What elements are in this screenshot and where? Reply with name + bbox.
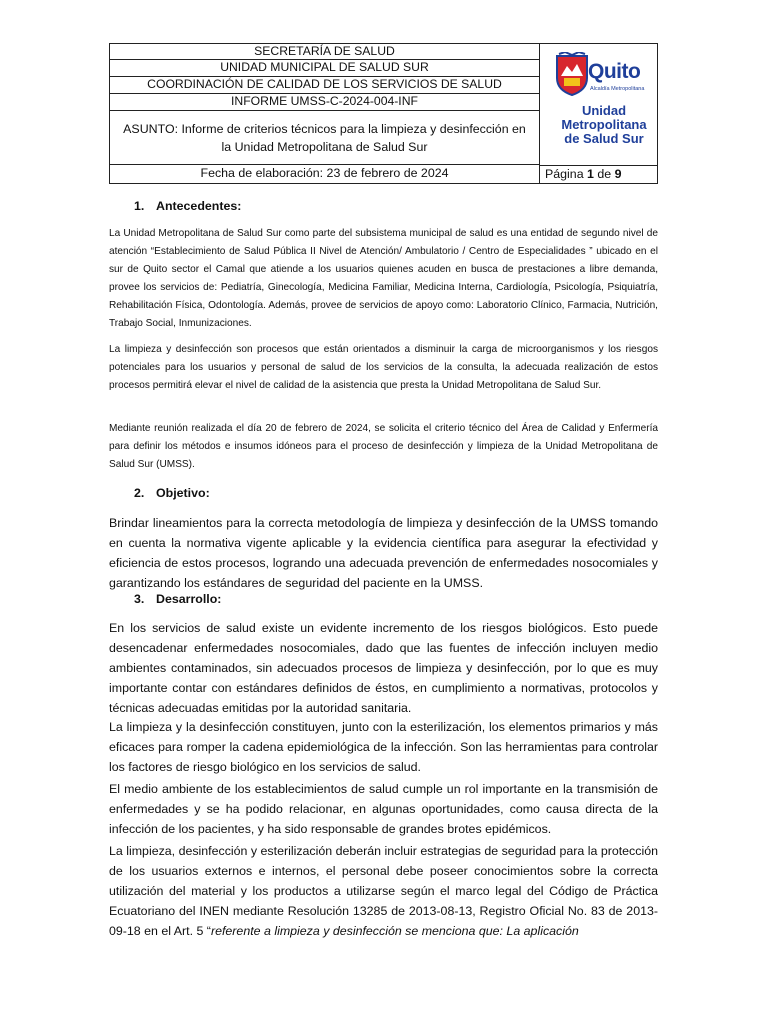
header-text-column [110, 44, 540, 183]
quito-shield-icon [555, 52, 589, 96]
header-secretaria: SECRETARÍA DE SALUD [110, 44, 539, 60]
section-heading-antecedentes [134, 199, 241, 213]
header-table [109, 43, 658, 184]
paragraph-objetivo: Brindar lineamientos para la correcta metodología de limpieza y desinfección de la UMSS tomando en cuenta la normativa vigente aplicable y la evidencia científica para asegurar la efectividad y eficiencia de estos procesos, logrando una adecuada prevención de enfermedades nosocomiales y garantizando los estándares de seguridad del paciente en la UMSS. [109, 516, 658, 590]
page-current: 1 [587, 167, 594, 181]
desarrollo-4-italic-quote: referente a limpieza y desinfección se menciona que: La aplicación [210, 924, 579, 938]
paragraph-antecedentes-2: La limpieza y desinfección son procesos que están orientados a disminuir la carga de microorganismos y los riesgos potenciales para los usuarios y personal de salud de los servicios de la consulta, la adecuada realización de estos procesos permitirá elevar el nivel de calidad de la asistencia que presta la Unidad Metropolitana de Salud Sur. [109, 344, 658, 391]
section-title: Desarrollo: [156, 592, 222, 606]
quito-logo [555, 50, 651, 160]
page-of: de [593, 167, 615, 181]
header-date: Fecha de elaboración: 23 de febrero de 2024 [200, 166, 449, 180]
section-title: Antecedentes: [156, 199, 242, 213]
paragraph-antecedentes-3: Mediante reunión realizada el día 20 de febrero de 2024, se solicita el criterio técnico del Área de Calidad y Enfermería para definir los métodos e insumos idóneos para el proceso de desinfección y limpieza de la Unidad Metropolitana de Salud Sur (UMSS). [109, 423, 658, 470]
page-total: 9 [614, 167, 622, 181]
page-number [539, 165, 657, 183]
section-number: 3. [134, 592, 145, 606]
paragraph-desarrollo-2: La limpieza y la desinfección constituyen, junto con la esterilización, los elementos primarios y más eficaces para romper la cadena epidemiológica de la infección. Son las herramientas para controlar los factores de riesgo biológico en los servicios de salud. [109, 720, 658, 774]
header-coordinacion: COORDINACIÓN DE CALIDAD DE LOS SERVICIOS DE SALUD [110, 77, 539, 94]
header-subject [110, 111, 539, 165]
section-title: Objetivo: [156, 486, 210, 500]
paragraph-antecedentes-1: La Unidad Metropolitana de Salud Sur como parte del subsistema municipal de salud es una entidad de segundo nivel de atención “Establecimiento de Salud Pública II Nivel de Atención/ Ambulatorio / Centro de Especialidades ” ubicado en el sur de Quito sector el Camal que atiende a los usuarios quienes acuden en busca de prestaciones a libre demanda, provee los servicios de: Pediatría, Ginecología, Medicina Familiar, Medicina Interna, Cardiología, Psicología, Psiquiatría, Rehabilitación Física, Odontología. Además, provee de servicios de apoyo como: Laboratorio Clínico, Farmacia, Nutrición, Trabajo Social, Inmunizaciones. [109, 228, 658, 329]
quito-subtitle: Alcaldía Metropolitana [590, 86, 645, 92]
paragraph-desarrollo-1: En los servicios de salud existe un evidente incremento de los riesgos biológicos. Esto puede desencadenar enfermedades nosocomiales, dado que las fuentes de infección incluyen medio ambientes contaminados, sin adecuados procesos de limpieza y desinfección, por lo que es muy importante contar con estándares definidos de éstos, en cumplimiento a normativas, protocolos y técnicas adecuadas emitidas por la autoridad sanitaria. [109, 621, 658, 715]
desarrollo-4-text: La limpieza, desinfección y esterilización deberán incluir estrategias de seguridad para la protección de los usuarios externos e internos, el personal debe poseer conocimientos sobre la correcta utilización del material y los productos a utilizarse según el marco legal del Código de Práctica Ecuatoriano del INEN mediante Resolución 13285 de 2013-08-13, Registro Oficial No. 83 de 2013-09-18 en el Art. 5 “ [109, 844, 658, 938]
section-heading-objetivo [134, 486, 210, 500]
umss-logo-name: Unidad Metropolitana de Salud Sur [561, 103, 647, 146]
subject-text: ASUNTO: Informe de criterios técnicos para la limpieza y desinfección en la Unidad Metropolitana de Salud Sur [123, 121, 526, 154]
header-informe-code: INFORME UMSS-C-2024-004-INF [110, 94, 539, 111]
header-logo-column [539, 44, 657, 183]
section-heading-desarrollo [134, 592, 221, 606]
quito-wordmark: Quito [588, 60, 641, 83]
paragraph-desarrollo-4 [109, 841, 658, 941]
page-prefix: Página [545, 167, 588, 181]
paragraph-desarrollo-3: El medio ambiente de los establecimientos de salud cumple un rol importante en la transmisión de enfermedades y se ha podido relacionar, en algunas oportunidades, como causa directa de la infección de los pacientes, y ha sido responsable de grandes brotes epidémicos. [109, 782, 658, 836]
header-unidad: UNIDAD MUNICIPAL DE SALUD SUR [110, 60, 539, 77]
section-number: 1. [134, 199, 145, 213]
section-number: 2. [134, 486, 145, 500]
